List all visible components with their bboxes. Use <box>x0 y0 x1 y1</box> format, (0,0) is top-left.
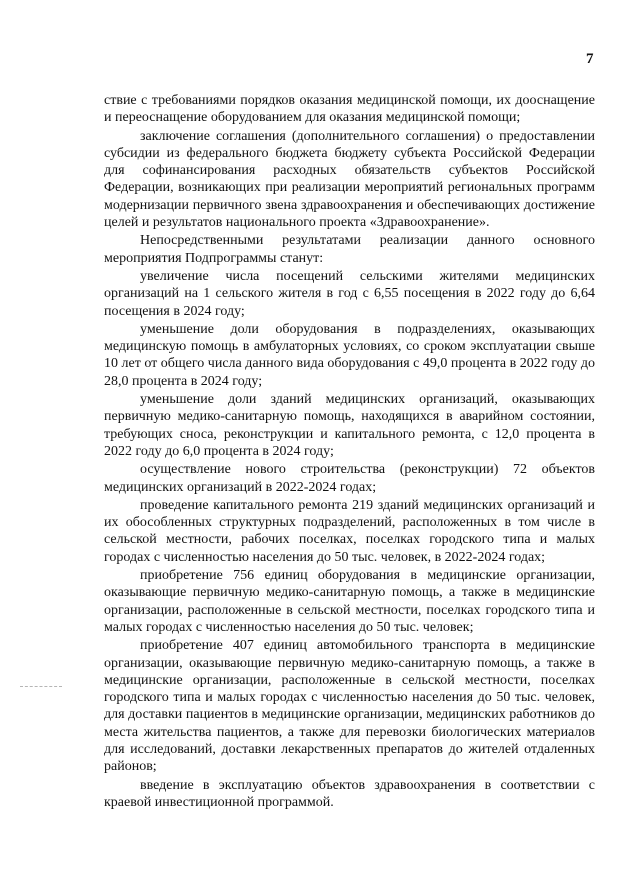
paragraph-buildings-share: уменьшение доли зданий медицинских организаций, оказывающих первичную медико-санитарную помощь, находящихся в аварийном состоянии, требующих сноса, реконструкции и капитального ремонта, с 12,0 процента в 2022 году до 6,0 процента в 2024 году; <box>104 392 595 459</box>
paragraph-equipment-purchase: приобретение 756 единиц оборудования в медицинские организации, оказывающие первичную медико-санитарную помощь, а также в медицинские организации, расположенные в сельской местности, поселках городского типа и малых городах с численностью населения до 50 тыс. человек; <box>104 568 595 635</box>
margin-scan-mark <box>20 686 62 687</box>
paragraph-new-construction: осуществление нового строительства (реконструкции) 72 объектов медицинских организаций в 2022-2024 годах; <box>104 462 595 495</box>
paragraph-subsidy-agreement: заключение соглашения (дополнительного соглашения) о предоставлении субсидии из федерального бюджета бюджету субъекта Российской Федерации для софинансирования расходных обязательств субъектов Российской Федерации, возникающих при реализации мероприятий региональных программ модернизации первичного звена здравоохранения и обеспечивающих достижение целей и результатов национального проекта «Здравоохранение». <box>104 128 595 231</box>
body-text <box>104 92 595 812</box>
paragraph-commissioning: введение в эксплуатацию объектов здравоохранения в соответствии с краевой инвестиционной программой. <box>104 777 595 810</box>
paragraph-vehicle-purchase: приобретение 407 единиц автомобильного транспорта в медицинские организации, оказывающие первичную медико-санитарную помощь, а также в медицинские организации, расположенные в сельской местности, поселках городского типа и малых городах с численностью населения до 50 тыс. человек, для доставки пациентов в медицинские организации, медицинских работников до места жительства пациентов, а также для перевозки биологических материалов для исследований, доставки лекарственных препаратов до жителей отдаленных районов; <box>104 638 595 775</box>
paragraph-equipment-share: уменьшение доли оборудования в подразделениях, оказывающих медицинскую помощь в амбулаторных условиях, со сроком эксплуатации свыше 10 лет от общего числа данного вида оборудования с 49,0 процента в 2022 году до 28,0 процента в 2024 году; <box>104 321 595 389</box>
page-number: 7 <box>586 51 594 67</box>
paragraph-capital-repair: проведение капитального ремонта 219 зданий медицинских организаций и их обособленных структурных подразделений, расположенных в том числе в сельской местности, рабочих поселках, поселках городского типа и малых городах с численностью населения до 50 тыс. человек, в 2022-2024 годах; <box>104 497 595 565</box>
paragraph-rural-visits: увеличение числа посещений сельскими жителями медицинских организаций на 1 сельского жителя в год с 6,55 посещения в 2022 году до 6,64 посещения в 2024 году; <box>104 268 595 319</box>
paragraph-results-intro: Непосредственными результатами реализации данного основного мероприятия Подпрограммы станут: <box>104 233 595 266</box>
paragraph-continuation: ствие с требованиями порядков оказания медицинской помощи, их дооснащение и переоснащение оборудованием для оказания медицинской помощи; <box>104 93 595 126</box>
